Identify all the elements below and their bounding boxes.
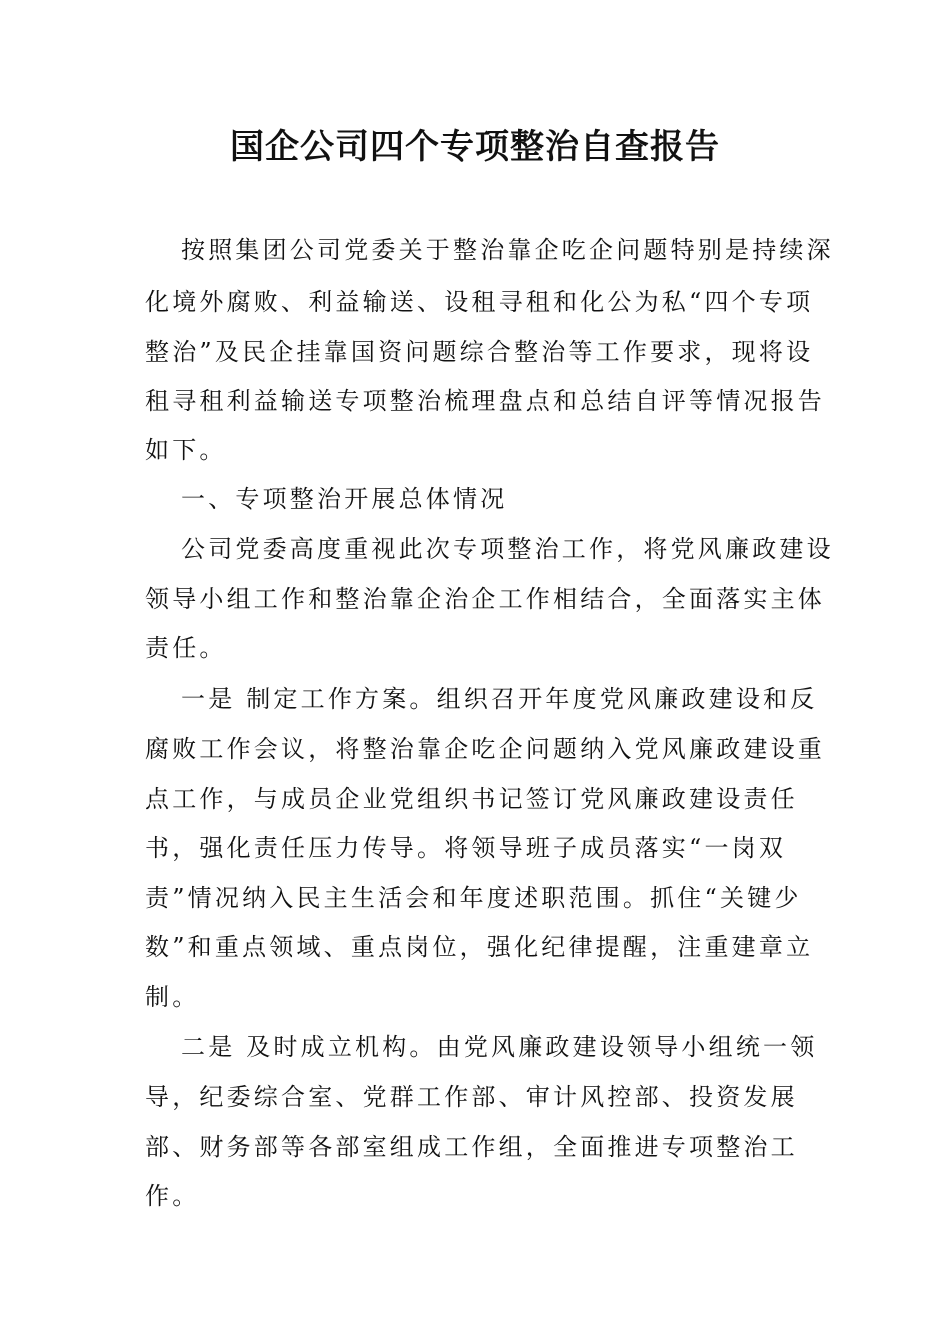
paragraph-line: 作。: [145, 1182, 200, 1210]
paragraph-line: 公司党委高度重视此次专项整治工作，将党风廉政建设: [181, 535, 834, 563]
paragraph-line: 责”情况纳入民主生活会和年度述职范围。抓住“关键少: [145, 884, 802, 912]
paragraph-line: 导，纪委综合室、党群工作部、审计风控部、投资发展: [145, 1083, 798, 1111]
paragraph-line: 按照集团公司党委关于整治靠企吃企问题特别是持续深: [181, 236, 834, 264]
paragraph-line: 如下。: [145, 436, 227, 464]
paragraph-line: 数”和重点领域、重点岗位，强化纪律提醒，注重建章立: [145, 933, 814, 961]
paragraph-line: 部、财务部等各部室组成工作组，全面推进专项整治工: [145, 1133, 798, 1161]
paragraph-line: 租寻租利益输送专项整治梳理盘点和总结自评等情况报告: [145, 387, 825, 415]
paragraph-line: 化境外腐败、利益输送、设租寻租和化公为私“四个专项: [145, 288, 814, 316]
paragraph-line: 领导小组工作和整治靠企治企工作相结合，全面落实主体: [145, 585, 825, 613]
paragraph-line: 书，强化责任压力传导。将领导班子成员落实“一岗双: [145, 834, 787, 862]
paragraph-line: 制。: [145, 983, 200, 1011]
paragraph-line: 责任。: [145, 634, 227, 662]
paragraph-line: 腐败工作会议，将整治靠企吃企问题纳入党风廉政建设重: [145, 735, 825, 763]
section-heading: 一、专项整治开展总体情况: [181, 485, 508, 513]
paragraph-line: 二是 及时成立机构。由党风廉政建设领导小组统一领: [181, 1033, 818, 1061]
document-title: 国企公司四个专项整治自查报告: [230, 127, 720, 167]
paragraph-line: 点工作，与成员企业党组织书记签订党风廉政建设责任: [145, 785, 798, 813]
paragraph-line: 整治”及民企挂靠国资问题综合整治等工作要求，现将设: [145, 338, 814, 366]
paragraph-line: 一是 制定工作方案。组织召开年度党风廉政建设和反: [181, 685, 818, 713]
